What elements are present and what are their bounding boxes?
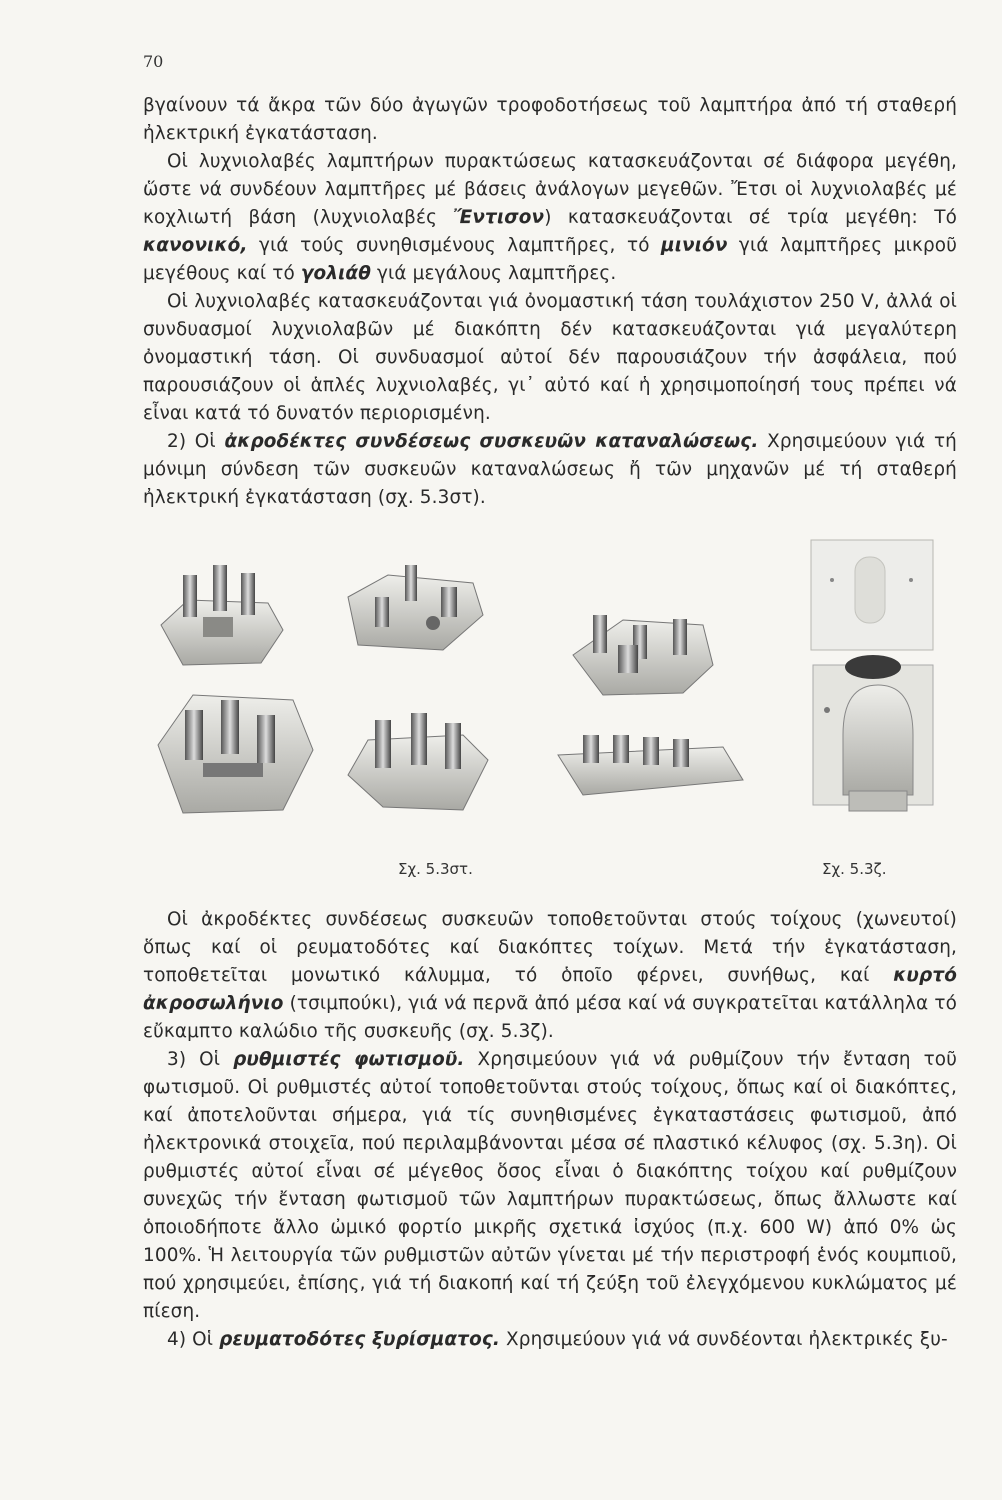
emphasized-term: ρυθμιστές φωτισμοῦ. — [233, 1049, 465, 1070]
text-run: ) κατασκευάζονται σέ τρία μεγέθη: Τό — [544, 207, 957, 228]
emphasized-term: κανονικό, — [143, 235, 248, 256]
text-run: Χρησιμεύουν γιά τή μόνιμη σύνδεση τῶν συσκευῶν καταναλώσεως ἤ τῶν μηχανῶν μέ τή σταθερή ἠλεκτρική ἐγκατάσταση (σχ. 5.3στ). — [143, 431, 957, 508]
terminal-block-photo-3 — [573, 615, 713, 695]
figure-caption-5-3z: Σχ. 5.3ζ. — [822, 860, 887, 878]
text-block-top — [143, 92, 957, 512]
text-run: Οἱ λυχνιολαβές κατασκευάζονται γιά ὀνομαστική τάση τουλάχιστον 250 V, ἀλλά οἱ συνδυασμοί λυχνιολαβῶν μέ διακόπτη δέν κατασκευάζονται γιά μεγαλύτερη ὀνομαστική τάση. Οἱ συνδυασμοί αὐτοί δέν παρουσιάζουν τήν ἀσφάλεια, πού παρουσιάζουν οἱ ἁπλές λυχνιολαβές, γι᾽ αὐτό καί ἡ χρησιμοποίησή τους πρέπει νά εἶναι κατά τό δυνατόν περιορισμένη. — [143, 291, 957, 424]
text-run: 2) Οἱ — [167, 431, 225, 452]
block2-paragraph — [143, 906, 957, 1046]
emphasized-term: κυρτό ἀκροσωλήνιο — [143, 965, 957, 1014]
text-run: Οἱ λυχνιολαβές λαμπτήρων πυρακτώσεως κατασκευάζονται σέ διάφορα μεγέθη, ὥστε νά συνδέουν λαμπτῆρες μέ βάσεις ἀνάλογων μεγεθῶν. Ἔτσι οἱ λυχνιολαβές μέ κοχλιωτή βάση (λυχνιολαβές — [143, 151, 957, 228]
block1-paragraph — [143, 92, 957, 148]
terminal-strip-photo — [558, 735, 743, 795]
emphasized-term: μινιόν — [661, 235, 728, 256]
emphasized-term: ρευματοδότες ξυρίσματος. — [219, 1329, 501, 1350]
terminal-block-photo-1 — [161, 565, 283, 665]
emphasized-term: ἀκροδέκτες συνδέσεως συσκευῶν καταναλώσεως. — [224, 431, 759, 452]
text-run: γιά τούς συνηθισμένους λαμπτῆρες, τό — [247, 235, 662, 256]
text-run: Χρησιμεύουν γιά νά συνδέονται ἠλεκτρικές ξυ- — [500, 1329, 948, 1350]
terminal-block-photo-2 — [348, 565, 483, 650]
page-number: 70 — [143, 52, 164, 71]
text-run: βγαίνουν τά ἄκρα τῶν δύο ἀγωγῶν τροφοδοτήσεως τοῦ λαμπτήρα ἀπό τή σταθερή ἠλεκτρική ἐγκατάσταση. — [143, 95, 957, 144]
emphasized-term: Ἔντισον — [453, 207, 545, 228]
outlet-cable-nozzle-photo — [813, 655, 933, 811]
terminal-block-photo-5 — [348, 713, 488, 810]
figure-group — [143, 535, 957, 895]
block1-paragraph — [143, 148, 957, 288]
text-block-bottom — [143, 906, 957, 1354]
text-run: Οἱ ἀκροδέκτες συνδέσεως συσκευῶν τοποθετοῦνται στούς τοίχους (χωνευτοί) ὅπως καί οἱ ρευματοδότες καί διακόπτες τοίχων. Μετά τήν ἐγκατάσταση, τοποθετεῖται μονωτικό κάλυμμα, τό ὁποῖο φέρνει, συνήθως, καί — [143, 909, 957, 986]
figure-caption-5-3st: Σχ. 5.3στ. — [398, 860, 473, 878]
text-run: 3) Οἱ — [167, 1049, 234, 1070]
text-run: γιά λαμπτῆρες μικροῦ μεγέθους καί τό — [143, 235, 957, 284]
block1-paragraph — [143, 288, 957, 428]
block1-paragraph — [143, 428, 957, 512]
block2-paragraph — [143, 1326, 957, 1354]
figure-photos — [143, 535, 957, 895]
terminal-block-photo-4 — [158, 695, 313, 813]
text-run: (τσιμπούκι), γιά νά περνᾶ ἀπό μέσα καί νά συγκρατεῖται κατάλληλα τό εὔκαμπτο καλώδιο τῆς συσκευῆς (σχ. 5.3ζ). — [143, 993, 957, 1042]
text-run: 4) Οἱ — [167, 1329, 220, 1350]
emphasized-term: γολιάθ — [300, 263, 371, 284]
wall-plate-photo — [811, 540, 933, 650]
block2-paragraph — [143, 1046, 957, 1326]
text-run: Χρησιμεύουν γιά νά ρυθμίζουν τήν ἔνταση τοῦ φωτισμοῦ. Οἱ ρυθμιστές αὐτοί τοποθετοῦνται στούς τοίχους, ὅπως καί οἱ διακόπτες, καί ἀποτελοῦνται σήμερα, γιά τίς συνηθισμένες ἐγκαταστάσεις φωτισμοῦ, ἀπό ἠλεκτρονικά στοιχεῖα, πού περιλαμβάνονται μέσα σέ πλαστικό κέλυφος (σχ. 5.3η). Οἱ ρυθμιστές αὐτοί εἶναι σέ μέγεθος ὅσος εἶναι ὁ διακόπτης τοίχου καί ρυθμίζουν συνεχῶς τήν ἔνταση φωτισμοῦ τῶν λαμπτήρων πυρακτώσεως, ὅπως ἄλλωστε καί ὁποιοδήποτε ἄλλο ὠμικό φορτίο μικρῆς σχετικά ἰσχύος (π.χ. 600 W) ἀπό 0% ὡς 100%. Ἡ λειτουργία τῶν ρυθμιστῶν αὐτῶν γίνεται μέ τήν περιστροφή ἑνός κουμπιοῦ, πού χρησιμεύει, ἐπίσης, γιά τή διακοπή καί τή ζεύξη τοῦ ἐλεγχόμενου κυκλώματος μέ πίεση. — [143, 1049, 957, 1322]
text-run: γιά μεγάλους λαμπτῆρες. — [371, 263, 617, 284]
